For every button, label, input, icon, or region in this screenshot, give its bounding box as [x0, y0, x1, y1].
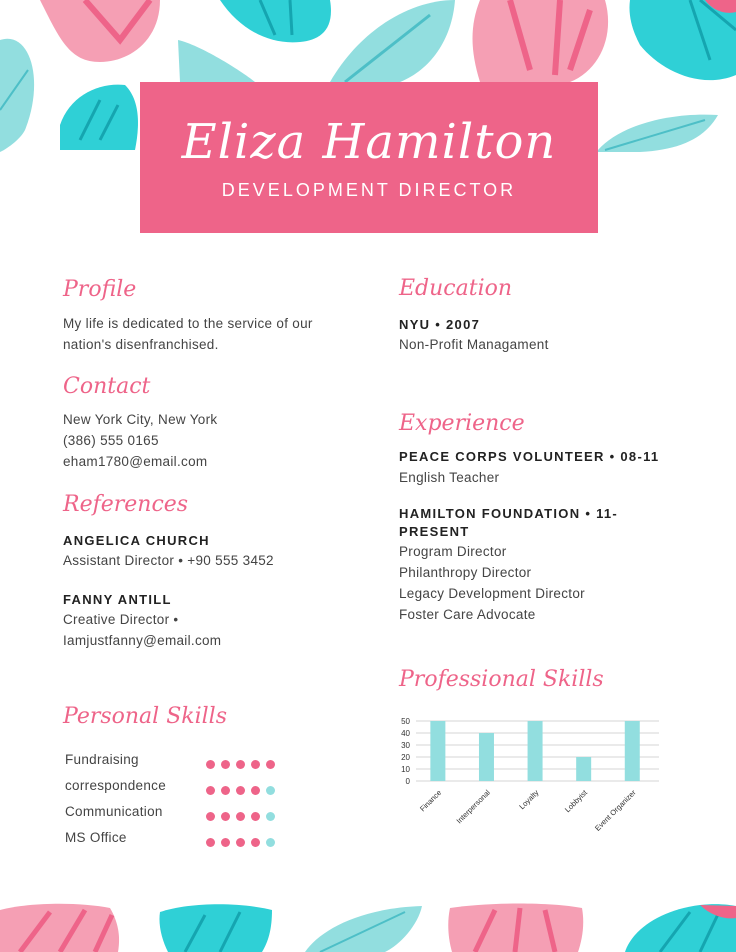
- experience-details: [399, 467, 499, 488]
- rating-dot-filled: [206, 812, 215, 821]
- bar: [625, 721, 640, 781]
- skill-row: [65, 778, 285, 798]
- rating-dot-filled: [206, 786, 215, 795]
- y-tick-label: 20: [401, 753, 410, 762]
- reference-line: Creative Director •: [63, 612, 179, 627]
- reference-details: [63, 550, 274, 571]
- skill-label: Communication: [65, 804, 163, 819]
- skill-label: correspondence: [65, 778, 167, 793]
- contact-location: New York City, New York: [63, 412, 218, 427]
- y-tick-label: 0: [405, 777, 410, 786]
- contact-phone: (386) 555 0165: [63, 433, 159, 448]
- flower-icon: [448, 904, 583, 952]
- bar: [528, 721, 543, 781]
- x-tick-label: Lobbyist: [562, 788, 590, 815]
- leaf-icon: [625, 904, 736, 952]
- skill-rating: [206, 808, 281, 818]
- experience-heading-block: [399, 505, 618, 541]
- rating-dot-filled: [206, 760, 215, 769]
- bar: [576, 757, 591, 781]
- experience-line: Philanthropy Director: [399, 565, 532, 580]
- reference-line: Iamjustfanny@email.com: [63, 633, 222, 648]
- bar: [479, 733, 494, 781]
- professional-skills-heading: Professional Skills: [399, 667, 604, 692]
- experience-line: English Teacher: [399, 470, 500, 485]
- experience-heading-line: HAMILTON FOUNDATION • 11-: [399, 506, 619, 521]
- rating-dot-filled: [236, 786, 245, 795]
- experience-heading-line: PRESENT: [399, 524, 470, 539]
- rating-dot-empty: [266, 812, 275, 821]
- flower-icon: [40, 0, 160, 62]
- experience-heading-line: PEACE CORPS VOLUNTEER • 08-11: [399, 449, 660, 464]
- rating-dot-filled: [236, 838, 245, 847]
- leaf-icon: [598, 115, 718, 152]
- leaf-icon: [159, 904, 272, 952]
- reference-name: FANNY ANTILL: [63, 592, 172, 607]
- skill-rating: [206, 834, 281, 844]
- references-heading: References: [63, 492, 189, 517]
- y-tick-label: 10: [401, 765, 410, 774]
- leaf-icon: [629, 0, 736, 80]
- floral-decoration-bottom: [0, 900, 736, 952]
- rating-dot-filled: [251, 760, 260, 769]
- x-tick-label: Event Organizer: [592, 788, 638, 833]
- y-tick-label: 40: [401, 729, 410, 738]
- education-degree: Non-Profit Managament: [399, 337, 549, 352]
- y-tick-label: 30: [401, 741, 410, 750]
- skill-row: [65, 752, 285, 772]
- experience-details: [399, 541, 585, 625]
- rating-dot-empty: [266, 786, 275, 795]
- leaf-icon: [178, 40, 255, 82]
- reference-details: [63, 609, 221, 651]
- experience-line: Foster Care Advocate: [399, 607, 536, 622]
- flower-icon: [0, 904, 119, 952]
- rating-dot-filled: [236, 760, 245, 769]
- leaf-icon: [60, 85, 138, 150]
- rating-dot-filled: [221, 786, 230, 795]
- rating-dot-filled: [221, 812, 230, 821]
- personal-skills-heading: Personal Skills: [63, 704, 228, 729]
- rating-dot-filled: [221, 838, 230, 847]
- contact-email: eham1780@email.com: [63, 454, 208, 469]
- person-name: Eliza Hamilton: [181, 114, 557, 170]
- skill-row: [65, 804, 285, 824]
- experience-line: Program Director: [399, 544, 507, 559]
- profile-text: [63, 313, 353, 355]
- rating-dot-filled: [266, 760, 275, 769]
- experience-line: Legacy Development Director: [399, 586, 585, 601]
- profile-line: nation's disenfranchised.: [63, 337, 219, 352]
- rating-dot-filled: [251, 838, 260, 847]
- rating-dot-filled: [251, 786, 260, 795]
- reference-line: Assistant Director • +90 555 3452: [63, 553, 274, 568]
- rating-dot-filled: [251, 812, 260, 821]
- leaf-icon: [305, 906, 422, 952]
- contact-details: [63, 409, 217, 472]
- profile-line: My life is dedicated to the service of our: [63, 316, 313, 331]
- leaf-icon: [220, 0, 331, 42]
- skill-row: [65, 830, 285, 850]
- leaf-icon: [330, 0, 455, 82]
- education-school: NYU • 2007: [399, 317, 481, 332]
- name-banner: [140, 82, 598, 233]
- job-title: DEVELOPMENT DIRECTOR: [221, 180, 517, 200]
- skill-label: MS Office: [65, 830, 127, 845]
- experience-heading: Experience: [399, 411, 525, 436]
- x-tick-label: Interpersonal: [454, 788, 492, 826]
- skill-rating: [206, 782, 281, 792]
- x-tick-label: Finance: [418, 788, 444, 814]
- bar: [430, 721, 445, 781]
- x-tick-label: Loyalty: [517, 788, 541, 812]
- contact-heading: Contact: [63, 374, 151, 399]
- rating-dot-empty: [266, 838, 275, 847]
- rating-dot-filled: [206, 838, 215, 847]
- leaf-icon: [0, 39, 34, 152]
- rating-dot-filled: [221, 760, 230, 769]
- skill-rating: [206, 756, 281, 766]
- skill-label: Fundraising: [65, 752, 139, 767]
- rating-dot-filled: [236, 812, 245, 821]
- reference-name: ANGELICA CHURCH: [63, 533, 210, 548]
- profile-heading: Profile: [63, 277, 137, 302]
- professional-skills-chart: [396, 712, 668, 847]
- y-tick-label: 50: [401, 717, 410, 726]
- flower-icon: [473, 0, 609, 82]
- education-heading: Education: [399, 276, 513, 301]
